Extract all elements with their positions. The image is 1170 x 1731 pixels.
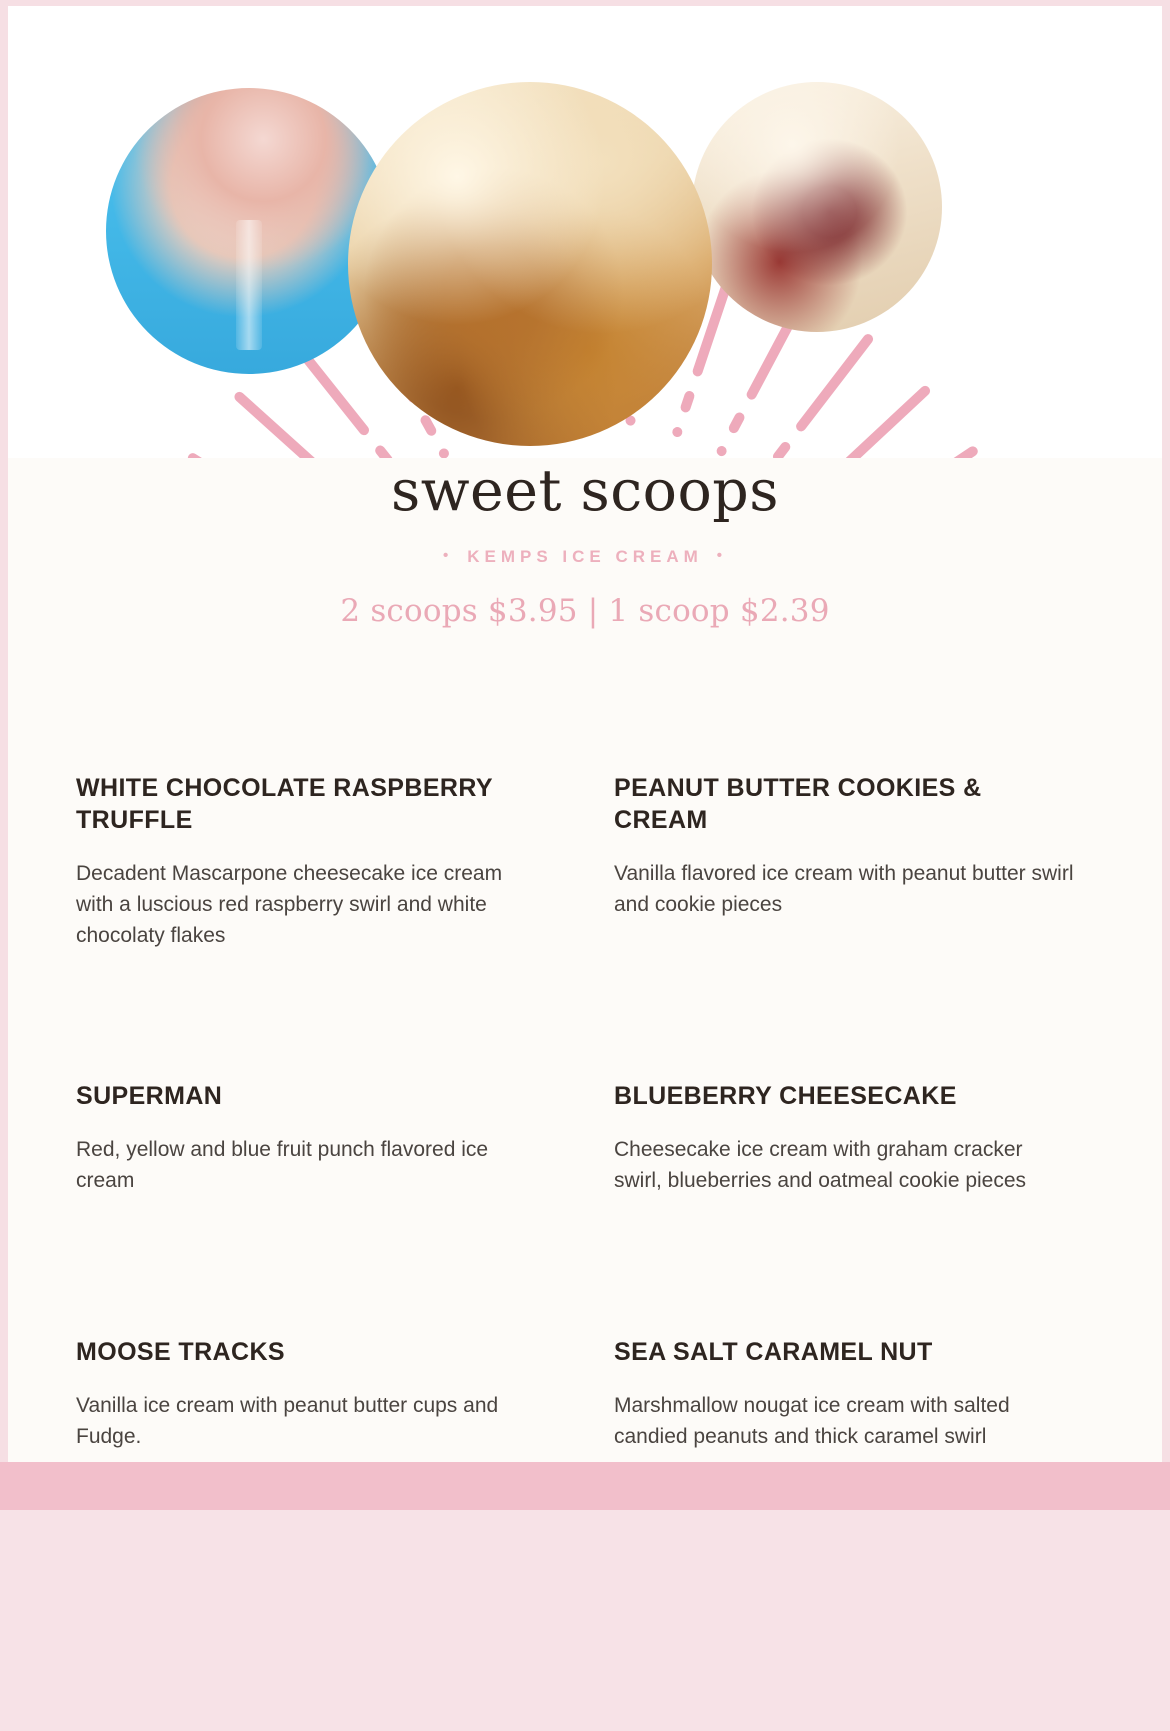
flavor-name: MOOSE TRACKS <box>76 1338 285 1366</box>
caramel-scoop-photo <box>348 82 712 446</box>
sundae-glass-photo <box>106 88 392 374</box>
flavor-item <box>76 1080 536 1276</box>
flavor-name: PEANUT BUTTER COOKIES & CREAM <box>614 774 982 834</box>
flavor-description: Decadent Mascarpone cheesecake ice cream with a luscious red raspberry swirl and white chocolaty flakes <box>76 862 503 948</box>
berry-swirl-scoop-photo <box>692 82 942 332</box>
brand-subtitle-text: KEMPS ICE CREAM <box>467 546 703 566</box>
flavor-description: Marshmallow nougat ice cream with salted candied peanuts and thick caramel swirl <box>614 1394 1010 1449</box>
flavor-description: Vanilla ice cream with peanut butter cups and Fudge. <box>76 1394 499 1449</box>
flavor-grid <box>76 772 1094 1546</box>
flavor-name: WHITE CHOCOLATE RASPBERRY TRUFFLE <box>76 774 493 834</box>
page-title: sweet scoops <box>390 458 780 524</box>
flavor-name: SEA SALT CARAMEL NUT <box>614 1338 933 1366</box>
flavor-description: Vanilla flavored ice cream with peanut butter swirl and cookie pieces <box>614 862 1074 917</box>
bullet-right-icon: • <box>716 546 728 564</box>
flavor-name: SUPERMAN <box>76 1082 223 1110</box>
flavor-description: Red, yellow and blue fruit punch flavored ice cream <box>76 1138 489 1193</box>
footer-band <box>0 1462 1170 1510</box>
flavor-description: Cheesecake ice cream with graham cracker swirl, blueberries and oatmeal cookie pieces <box>614 1138 1027 1193</box>
bullet-left-icon: • <box>442 546 454 564</box>
price-line: 2 scoops $3.95 | 1 scoop $2.39 <box>340 592 830 629</box>
flavor-item <box>614 772 1074 1020</box>
photo-cluster <box>8 6 1162 458</box>
footer-area <box>0 1510 1170 1731</box>
hero-section <box>8 6 1162 458</box>
brand-subtitle <box>0 547 1170 567</box>
flavor-name: BLUEBERRY CHEESECAKE <box>614 1082 957 1110</box>
flavor-item <box>614 1080 1074 1276</box>
title-block <box>0 460 1170 629</box>
flavor-item <box>76 772 536 1020</box>
